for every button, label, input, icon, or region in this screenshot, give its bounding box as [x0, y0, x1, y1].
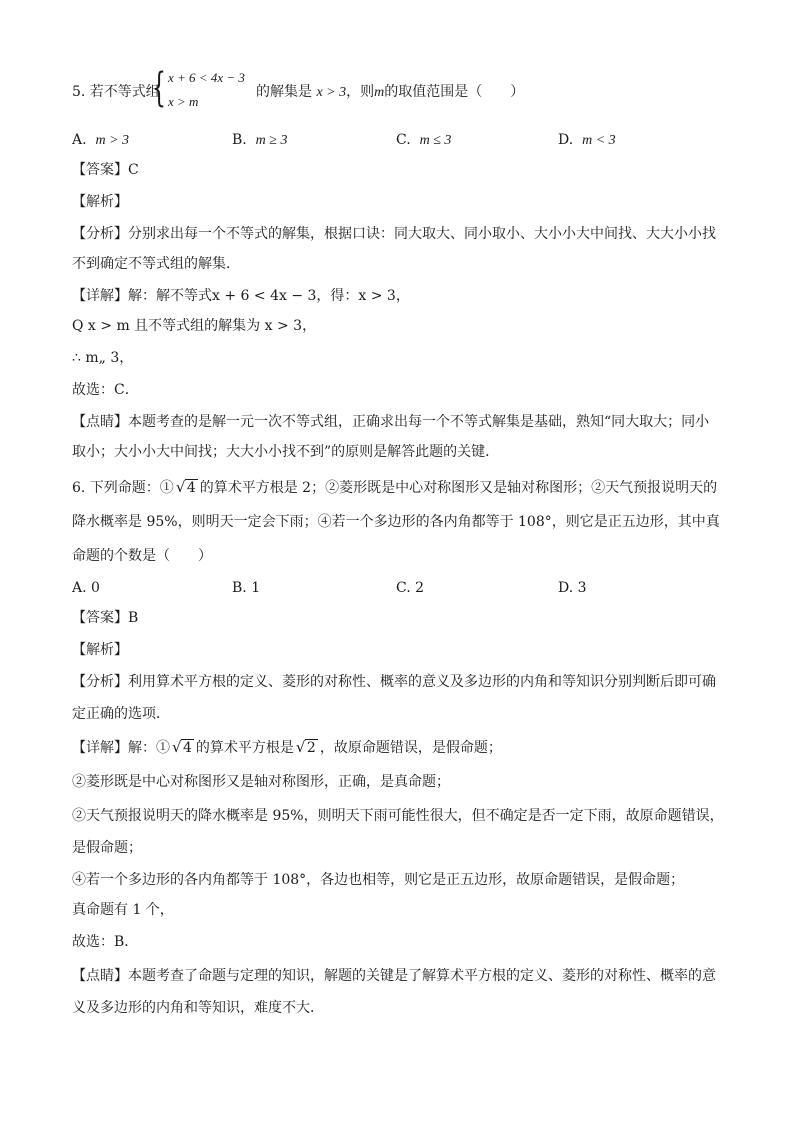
q6-xiangjie-6: 真命题有 1 个， — [72, 902, 174, 918]
q5-suffix: 的取值范围是（ ） — [384, 84, 525, 100]
q5-cond: x > 3 — [316, 85, 347, 100]
q6-xiangjie-1: 【详解】解：① √ 4 的算术平方根是 √ 2 ，故原命题错误，是假命题； — [72, 738, 502, 756]
q6-fenxi-2: 定正确的选项． — [72, 706, 170, 722]
q5-eq2: x > m — [168, 94, 199, 109]
q6-xiangjie-4: 是假命题； — [72, 840, 142, 856]
q6-option-a: A. 0 — [72, 580, 100, 596]
q6-stem-1 — [72, 478, 717, 498]
q5-dianjing-1: 【点睛】本题考查的是解一元一次不等式组，正确求出每一个不等式解集是基础，熟知“同大取大；同小 — [72, 414, 710, 430]
q6-option-d: D. 3 — [558, 580, 587, 596]
q5-stem — [72, 82, 160, 102]
q5-eq1: x + 6 < 4x − 3 — [168, 70, 245, 85]
q5-option-d: D. m < 3 — [558, 132, 616, 148]
q6-xiangjie-3: ②天气预报说明天的降水概率是 95%，则明天下雨可能性很大，但不确定是否一定下雨，故原命题错误， — [72, 808, 724, 824]
q6-dianjing-1: 【点睛】本题考查了命题与定理的知识，解题的关键是了解算术平方根的定义、菱形的对称性、概率的意 — [72, 968, 716, 984]
q6-stem-2: 降水概率是 95%，则明天一定会下雨；④若一个多边形的各内角都等于 108°，则它是正五边形，其中真 — [72, 514, 720, 530]
q5-stem-tail — [256, 82, 524, 103]
q5-xiangjie-3: ∴ m„ 3， — [72, 350, 134, 366]
q5-prefix: 5. 若不等式组 — [72, 84, 160, 100]
q6-stem-1b: 的算术平方根是 2；②菱形既是中心对称图形又是轴对称图形；②天气预报说明天的 — [199, 480, 718, 496]
sqrt-symbol: √ 4 — [172, 738, 192, 756]
q5-fenxi-2: 不到确定不等式组的解集． — [72, 256, 240, 272]
q5-option-c: C. m ≤ 3 — [396, 132, 452, 148]
q6-xiangjie-2: ②菱形既是中心对称图形又是轴对称图形，正确，是真命题； — [72, 774, 450, 790]
q5-xiangjie-1: 【详解】解：解不等式x + 6 < 4x − 3，得：x > 3， — [72, 288, 410, 304]
q6-stem-3: 命题的个数是（ ） — [72, 548, 212, 564]
q5-xiangjie-2: Q x > m 且不等式组的解集为 x > 3， — [72, 318, 317, 334]
brace-symbol: { — [152, 65, 166, 111]
q5-dianjing-2: 取小；大小小大中间找；大大小小找不到”的原则是解答此题的关键． — [72, 444, 500, 460]
q5-mid1: 的解集是 — [256, 84, 312, 100]
q5-analysis-head: 【解析】 — [72, 194, 128, 210]
q6-dianjing-2: 义及多边形的内角和等知识，难度不大． — [72, 1000, 324, 1016]
q5-fenxi-1: 【分析】分别求出每一个不等式的解集，根据口诀：同大取大、同小取小、大小小大中间找、大大小小找 — [72, 226, 716, 242]
q5-option-a: A. m > 3 — [72, 132, 130, 148]
q6-xiangjie-7: 故选：B． — [72, 934, 139, 950]
q5-mid2: ，则 — [346, 84, 375, 100]
q6-answer: 【答案】B — [72, 610, 139, 626]
q6-analysis-head: 【解析】 — [72, 642, 128, 658]
q6-option-b: B. 1 — [232, 580, 261, 596]
q6-fenxi-1: 【分析】利用算术平方根的定义、菱形的对称性、概率的意义及多边形的内角和等知识分别判断后即可确 — [72, 674, 716, 690]
sqrt-symbol: √ 2 — [295, 738, 316, 756]
q6-stem-1a: 6. 下列命题：① — [72, 480, 174, 496]
q6-option-c: C. 2 — [396, 580, 425, 596]
q5-answer: 【答案】C — [72, 162, 139, 178]
q5-option-b: B. m ≥ 3 — [232, 132, 288, 148]
q5-var: m — [374, 85, 385, 100]
q5-inequality-system — [152, 65, 262, 116]
q6-xiangjie-5: ④若一个多边形的各内角都等于 108°，各边也相等，则它是正五边形，故原命题错误，是假命题； — [72, 872, 685, 888]
sqrt-symbol: √ 4 — [175, 478, 196, 496]
q5-xiangjie-4: 故选：C． — [72, 382, 139, 398]
